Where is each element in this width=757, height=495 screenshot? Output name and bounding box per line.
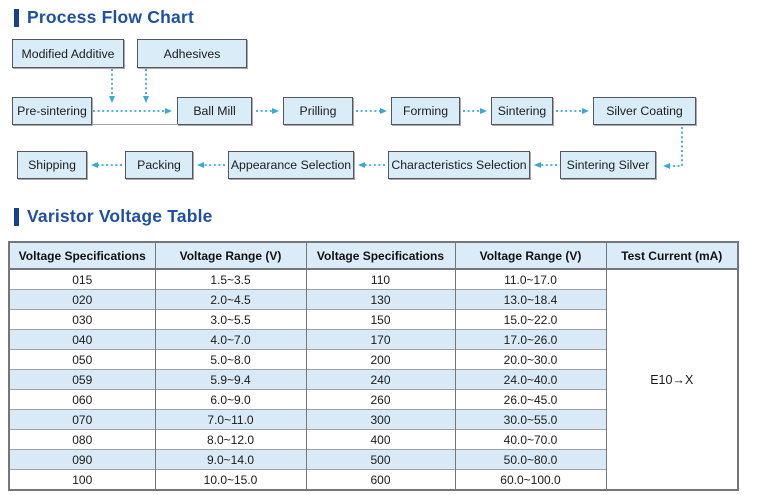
table-header-row	[9, 242, 738, 269]
flow-box-silver-coating	[593, 97, 696, 125]
cell: 170	[306, 330, 455, 350]
flow-box-label: Silver Coating	[606, 104, 683, 118]
col-header-voltage-spec-2: Voltage Specifications	[306, 242, 455, 269]
cell: 20.0~30.0	[455, 350, 606, 370]
cell: 50.0~80.0	[455, 450, 606, 470]
cell: 020	[9, 290, 155, 310]
flow-box-label: Sintering	[497, 104, 547, 118]
col-header-voltage-range-2: Voltage Range (V)	[455, 242, 606, 269]
title-accent-bar-icon	[14, 9, 19, 27]
cell: 40.0~70.0	[455, 430, 606, 450]
flow-box-label: Forming	[402, 104, 449, 118]
table-row	[9, 269, 738, 290]
cell: 24.0~40.0	[455, 370, 606, 390]
flow-box-label: Appearance Selection	[230, 158, 352, 172]
cell: 130	[306, 290, 455, 310]
flow-box-adhesives	[137, 39, 247, 68]
connector-silvercoating-sinteringsilver	[665, 127, 682, 166]
cell: 030	[9, 310, 155, 330]
cell: 090	[9, 450, 155, 470]
flow-box-label: Sintering Silver	[566, 158, 650, 172]
cell: 8.0~12.0	[155, 430, 306, 450]
flow-box-packing	[125, 151, 193, 179]
cell: 3.0~5.5	[155, 310, 306, 330]
cell: 4.0~7.0	[155, 330, 306, 350]
cell: 080	[9, 430, 155, 450]
cell: 059	[9, 370, 155, 390]
flow-box-prilling	[283, 97, 353, 125]
cell: 60.0~100.0	[455, 470, 606, 491]
cell: 5.0~8.0	[155, 350, 306, 370]
cell: 600	[306, 470, 455, 491]
cell: 200	[306, 350, 455, 370]
table-title-text: Varistor Voltage Table	[27, 206, 213, 226]
cell: 7.0~11.0	[155, 410, 306, 430]
flow-title-text: Process Flow Chart	[27, 7, 194, 27]
cell: 13.0~18.4	[455, 290, 606, 310]
cell: 17.0~26.0	[455, 330, 606, 350]
col-header-voltage-range-1: Voltage Range (V)	[155, 242, 306, 269]
title-accent-bar-icon	[14, 208, 19, 226]
flow-box-label: Modified Additive	[21, 46, 115, 61]
flow-box-sintering	[491, 97, 553, 125]
flow-box-ball-mill	[177, 97, 252, 125]
col-header-voltage-spec-1: Voltage Specifications	[9, 242, 155, 269]
cell: 30.0~55.0	[455, 410, 606, 430]
flow-box-label: Packing	[137, 158, 181, 172]
col-header-test-current: Test Current (mA)	[606, 242, 738, 269]
cell: 260	[306, 390, 455, 410]
cell: 1.5~3.5	[155, 269, 306, 290]
flow-box-characteristics-selection	[388, 151, 530, 179]
flow-box-label: Ball Mill	[193, 104, 236, 118]
cell: 100	[9, 470, 155, 491]
cell: 300	[306, 410, 455, 430]
cell: 5.9~9.4	[155, 370, 306, 390]
flow-box-label: Prilling	[299, 104, 337, 118]
flow-box-label: Characteristics Selection	[391, 158, 527, 172]
flow-box-label: Adhesives	[163, 46, 221, 61]
cell: 400	[306, 430, 455, 450]
cell: 10.0~15.0	[155, 470, 306, 491]
cell: 240	[306, 370, 455, 390]
cell: 15.0~22.0	[455, 310, 606, 330]
cell: 6.0~9.0	[155, 390, 306, 410]
flow-box-forming	[391, 97, 460, 125]
cell: 050	[9, 350, 155, 370]
flow-box-label: Pre-sintering	[17, 104, 87, 118]
cell: 11.0~17.0	[455, 269, 606, 290]
flow-box-appearance-selection	[228, 151, 354, 179]
cell: 500	[306, 450, 455, 470]
flow-section-title	[14, 7, 194, 28]
flow-box-label: Shipping	[28, 158, 76, 172]
cell: 060	[9, 390, 155, 410]
flow-box-shipping	[17, 151, 87, 179]
cell: 2.0~4.5	[155, 290, 306, 310]
cell: 110	[306, 269, 455, 290]
flow-box-pre-sintering	[12, 97, 92, 125]
cell: 015	[72, 272, 93, 287]
cell: 150	[306, 310, 455, 330]
test-current-merged-cell: E10→X	[606, 269, 738, 490]
cell: 040	[9, 330, 155, 350]
cell: 070	[9, 410, 155, 430]
cell: 9.0~14.0	[155, 450, 306, 470]
table-section-title	[14, 206, 213, 227]
varistor-voltage-table	[8, 241, 739, 491]
cell: 26.0~45.0	[455, 390, 606, 410]
flow-box-modified-additive	[12, 39, 124, 68]
flow-box-sintering-silver	[560, 151, 656, 179]
